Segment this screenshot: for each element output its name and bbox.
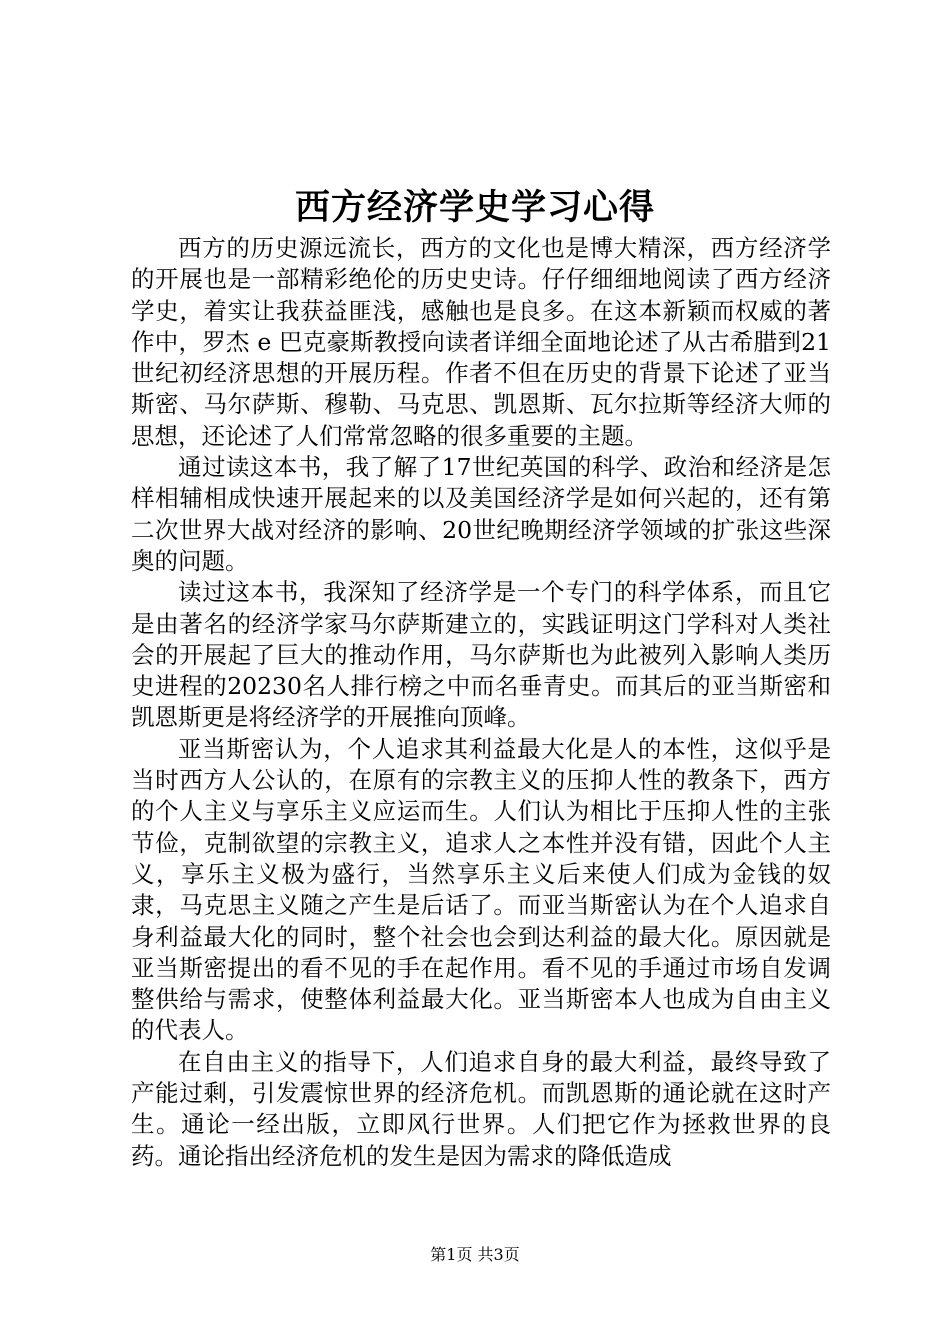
paragraph-5: 在自由主义的指导下，人们追求自身的最大利益，最终导致了产能过剩，引发震惊世界的经济危机。而凯恩斯的通论就在这时产生。通论一经出版，立即风行世界。人们把它作为拯救世界的良药。通论指出经济危机的发生是因为需求的降低造成 <box>131 1047 831 1170</box>
paragraph-3: 读过这本书，我深知了经济学是一个专门的科学体系，而且它是由著名的经济学家马尔萨斯建立的，实践证明这门学科对人类社会的开展起了巨大的推动作用，马尔萨斯也为此被列入影响人类历史进程的20230名人排行榜之中而名垂青史。而其后的亚当斯密和凯恩斯更是将经济学的开展推向顶峰。 <box>131 578 831 732</box>
paragraph-2: 通过读这本书，我了解了17世纪英国的科学、政治和经济是怎样相辅相成快速开展起来的以及美国经济学是如何兴起的，还有第二次世界大战对经济的影响、20世纪晚期经济学领域的扩张这些深奥的问题。 <box>131 453 831 575</box>
page-number-footer: 第1页 共3页 <box>430 1245 520 1264</box>
document-body <box>131 233 831 1172</box>
paragraph-1: 西方的历史源远流长，西方的文化也是博大精深，西方经济学的开展也是一部精彩绝伦的历史史诗。仔仔细细地阅读了西方经济学史，着实让我获益匪浅，感触也是良多。在这本新颖而权威的著作中，罗杰 e 巴克豪斯教授向读者详细全面地论述了从古希腊到21世纪初经济思想的开展历程。作者不但在历史的背景下论述了亚当斯密、马尔萨斯、穆勒、马克思、凯恩斯、瓦尔拉斯等经济大师的思想，还论述了人们常常忽略的很多重要的主题。 <box>131 234 831 450</box>
paragraph-4: 亚当斯密认为，个人追求其利益最大化是人的本性，这似乎是当时西方人公认的，在原有的宗教主义的压抑人性的教条下，西方的个人主义与享乐主义应运而生。人们认为相比于压抑人性的主张节俭，克制欲望的宗教主义，追求人之本性并没有错，因此个人主义，享乐主义极为盛行，当然享乐主义后来使人们成为金钱的奴隶，马克思主义随之产生是后话了。而亚当斯密认为在个人追求自身利益最大化的同时，整个社会也会到达利益的最大化。原因就是亚当斯密提出的看不见的手在起作用。看不见的手通过市场自发调整供给与需求，使整体利益最大化。亚当斯密本人也成为自由主义的代表人。 <box>131 734 831 1045</box>
document-title: 西方经济学史学习心得 <box>294 187 655 228</box>
